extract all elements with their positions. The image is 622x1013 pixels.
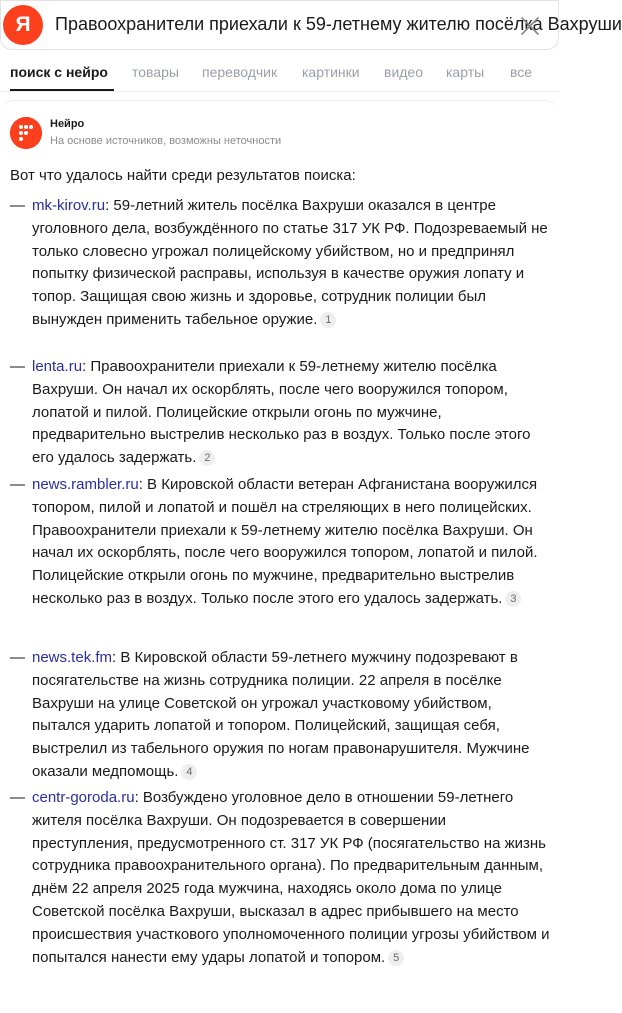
result-text: : Возбуждено уголовное дело в отношении 59-летнего жителя посёлка Вахруши. Он подозревается в совершении преступления, предусмотренного ст. 317 УК РФ (посягательство на жизнь сотрудника правоохранительного органа). По предварительным данным, днём 22 апреля 2025 года мужчина, находясь около дома по улице Советской посёлка Вахруши, высказал в адрес прибывшего на место происшествия участкового уполномоченного полиции угрозы убийством и попытался нанести ему удары лопатой и топором. — [32, 789, 550, 966]
result-text: : Правоохранители приехали к 59-летнему жителю посёлка Вахруши. Он начал их оскорблять, после чего вооружился топором, лопатой и пилой. Полицейские открыли огонь по мужчине, предварительно выстрелив несколько раз в воздух. Только после этого его удалось задержать. — [32, 358, 531, 467]
list-dash: — — [10, 649, 25, 666]
result-text: : В Кировской области 59-летнего мужчину подозревают в посягательстве на жизнь сотрудника полиции. 22 апреля в посёлке Вахруши на улице Советской он угрожал участковому убийством, пытался ударить лопатой и топором. Полицейский, защищая себя, выстрелил из табельного оружия по ногам правонарушителя. Мужчине оказали медпомощь. — [32, 649, 530, 780]
source-link-rambler[interactable]: news.rambler.ru — [32, 476, 139, 493]
source-link-centr-goroda[interactable]: centr-goroda.ru — [32, 789, 135, 806]
neuro-title: Нейро — [50, 118, 85, 130]
list-dash: — — [10, 358, 25, 375]
source-link-mk-kirov[interactable]: mk-kirov.ru — [32, 197, 106, 214]
tab-products[interactable]: товары — [132, 64, 179, 80]
search-bar[interactable] — [0, 0, 622, 50]
neuro-avatar-icon — [10, 117, 42, 149]
neuro-disclaimer: На основе источников, возможны неточности — [50, 135, 282, 147]
citation-badge[interactable]: 5 — [388, 950, 404, 966]
tab-video[interactable]: видео — [384, 64, 423, 80]
yandex-logo[interactable]: Я — [3, 5, 43, 45]
citation-badge[interactable]: 3 — [505, 591, 521, 607]
list-dash: — — [10, 789, 25, 806]
tab-images[interactable]: картинки — [302, 64, 360, 80]
list-dash: — — [10, 476, 25, 493]
list-dash: — — [10, 197, 25, 214]
search-query[interactable]: Правоохранители приехали к 59-летнему жителю посёлка Вахруши — [55, 14, 622, 34]
result-text: : В Кировской области ветеран Афганистана вооружился топором, пилой и лопатой и пошёл на стреляющих в него полицейских. Правоохранители приехали к 59-летнему жителю посёлка Вахруши. Он начал их оскорблять, после чего вооружился топором, лопатой и пилой. Полицейские открыли огонь по мужчине, предварительно выстрелив несколько раз в воздух. Только после этого его удалось задержать. — [32, 476, 538, 607]
result-text: : 59-летний житель посёлка Вахруши оказался в центре уголовного дела, возбуждённого по статье 317 УК РФ. Подозреваемый не только словесно угрожал полицейскому убийством, но и предпринял попытку физической расправы, используя в качестве оружия лопату и топор. Защищая свою жизнь и здоровье, сотрудник полиции был вынужден применить табельное оружие. — [32, 197, 548, 328]
tab-neuro-search[interactable]: поиск с нейро — [10, 64, 108, 80]
neuro-intro: Вот что удалось найти среди результатов поиска: — [10, 167, 356, 184]
citation-badge[interactable]: 4 — [181, 764, 197, 780]
tab-maps[interactable]: карты — [446, 64, 485, 80]
source-link-tek-fm[interactable]: news.tek.fm — [32, 649, 113, 666]
close-icon[interactable] — [518, 14, 542, 38]
citation-badge[interactable]: 2 — [199, 450, 215, 466]
active-tab-indicator — [10, 89, 114, 91]
tab-all[interactable]: все — [510, 64, 533, 80]
source-link-lenta[interactable]: lenta.ru — [32, 358, 83, 375]
citation-badge[interactable]: 1 — [320, 312, 336, 328]
search-tabs — [0, 56, 559, 92]
tab-translator[interactable]: переводчик — [202, 64, 278, 80]
